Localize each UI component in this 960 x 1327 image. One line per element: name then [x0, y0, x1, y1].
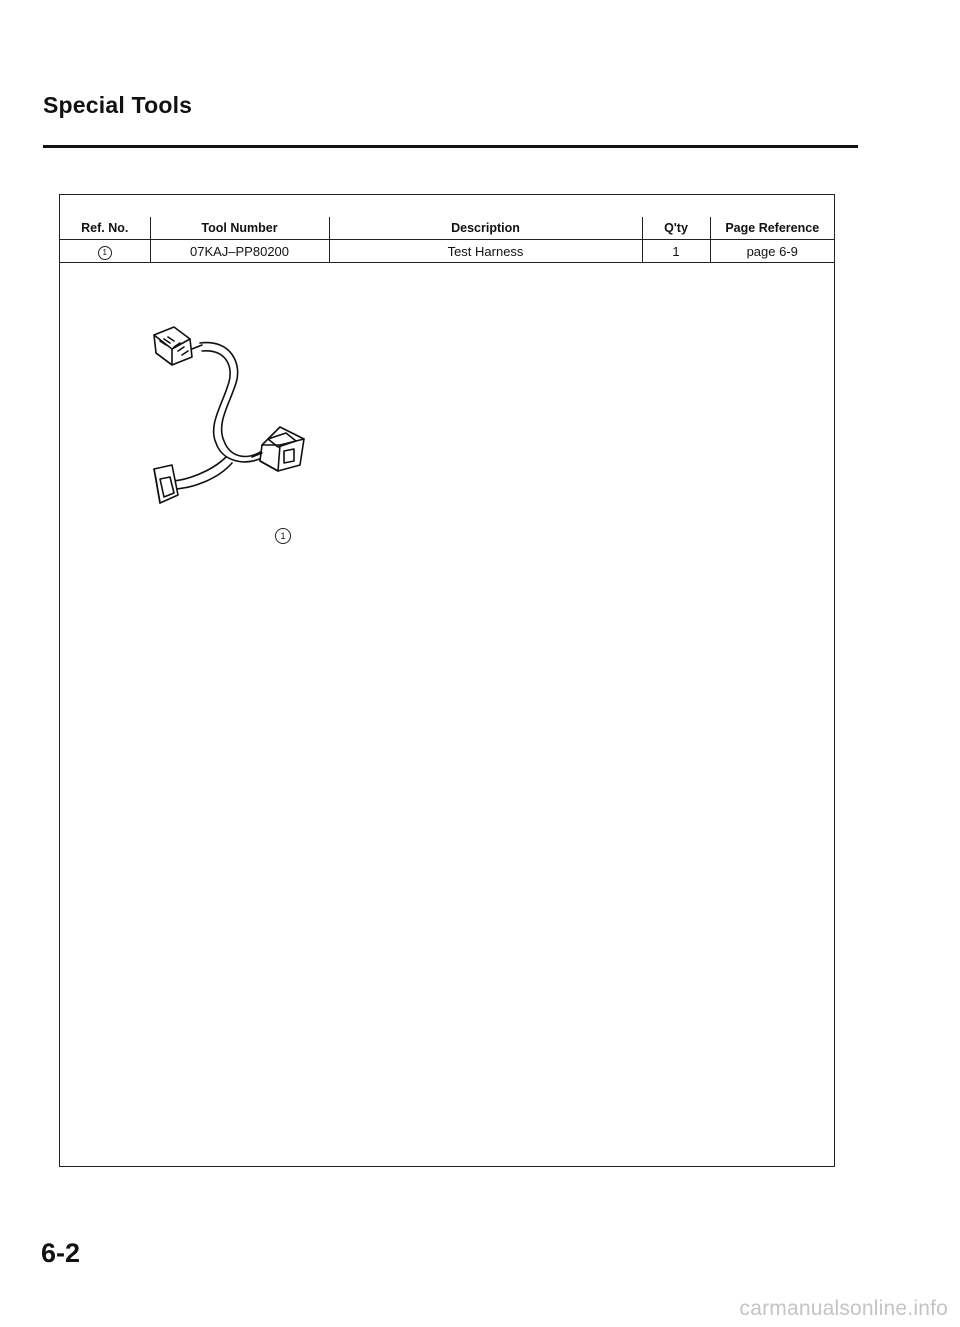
- table-row: [60, 240, 834, 263]
- header-ref-no: Ref. No.: [60, 217, 150, 240]
- header-tool-number: Tool Number: [150, 217, 329, 240]
- bottom-connector: [154, 465, 178, 503]
- header-qty: Q'ty: [642, 217, 710, 240]
- cell-qty: 1: [642, 240, 710, 263]
- ref-circle-mark: 1: [98, 246, 112, 260]
- page-number: 6-2: [41, 1238, 81, 1268]
- ref-callout-mark: 1: [275, 528, 291, 544]
- cell-description: Test Harness: [329, 240, 642, 263]
- header-page-reference: Page Reference: [710, 217, 834, 240]
- header-description: Description: [329, 217, 642, 240]
- title-rule: [43, 145, 858, 148]
- right-connector: [252, 427, 304, 471]
- cell-ref: [60, 240, 150, 263]
- cell-tool-number: 07KAJ–PP80200: [150, 240, 329, 263]
- watermark: carmanualsonline.info: [739, 1297, 948, 1320]
- page-title: Special Tools: [43, 92, 193, 118]
- tools-table: [60, 217, 834, 263]
- table-header-row: [60, 217, 834, 240]
- tool-frame: [59, 194, 835, 1167]
- cell-page-reference: page 6-9: [710, 240, 834, 263]
- top-connector: [154, 327, 202, 365]
- test-harness-illustration: [146, 319, 326, 519]
